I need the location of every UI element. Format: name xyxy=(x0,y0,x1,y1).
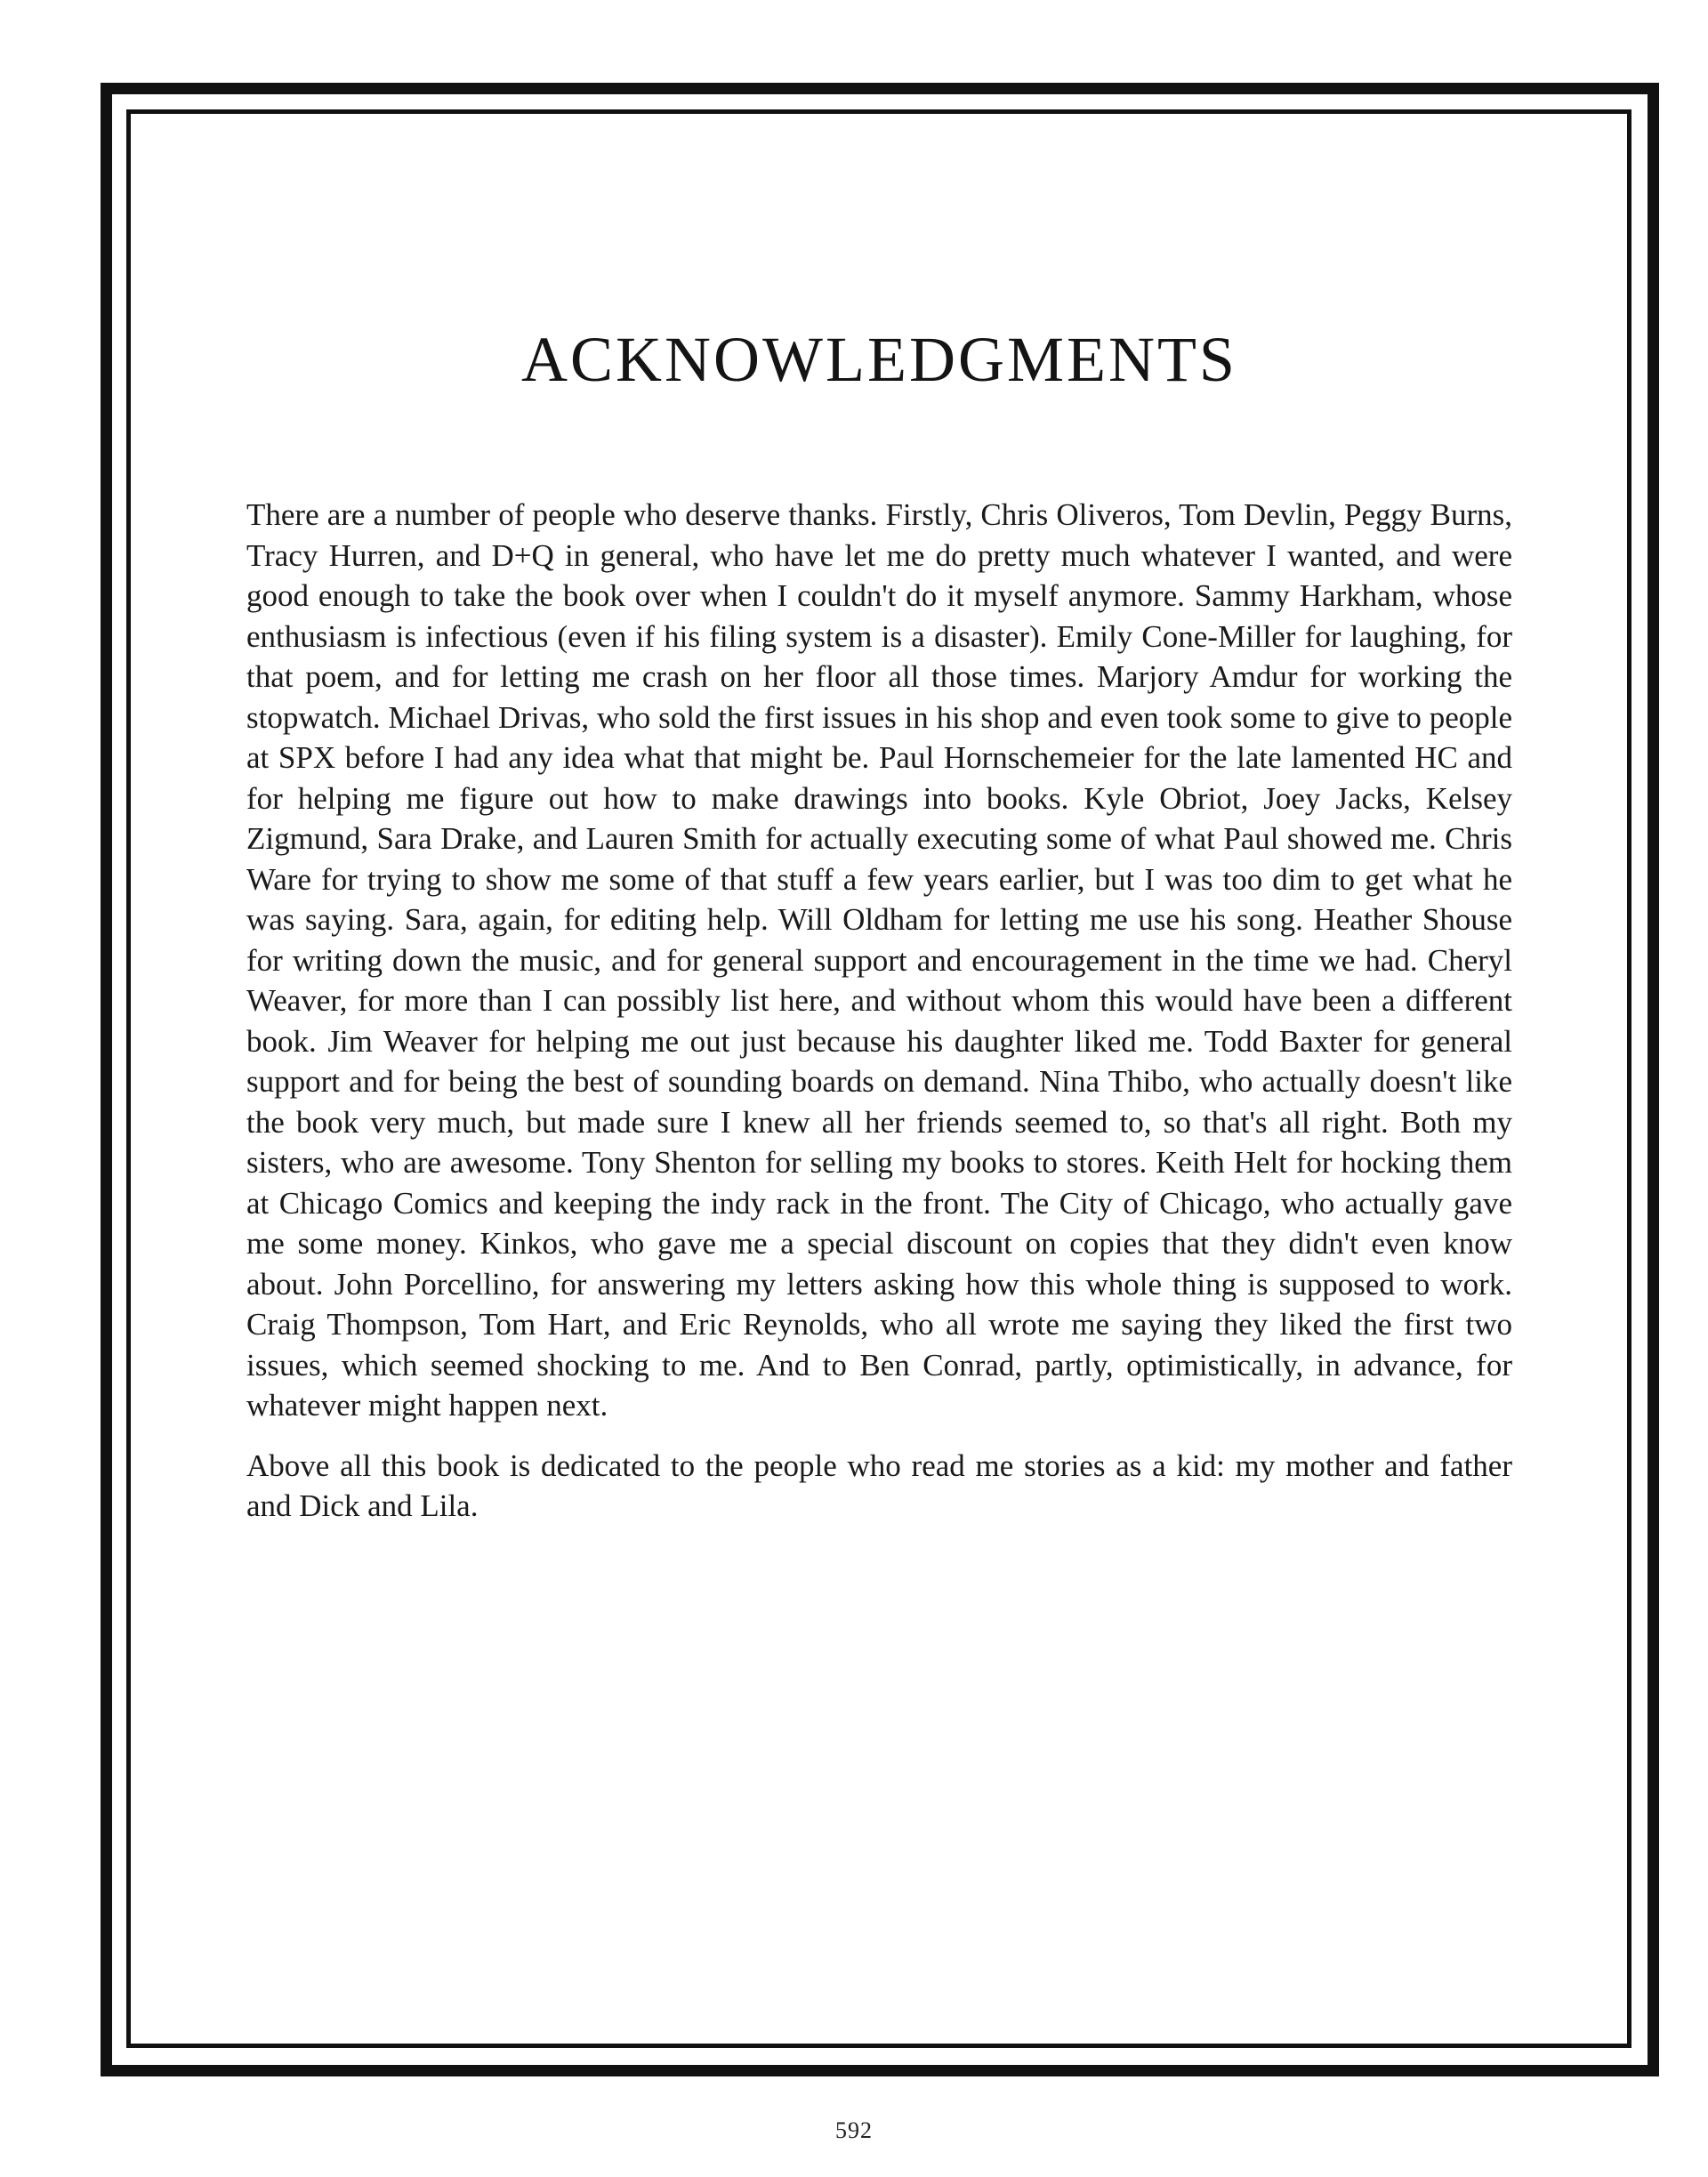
page-number: 592 xyxy=(835,2117,873,2143)
dedication-paragraph: Above all this book is dedicated to the people who read me stories as a kid: my mother and father and Dick and Lila. xyxy=(246,1447,1512,1524)
acknowledgments-paragraph: There are a number of people who deserve thanks. Firstly, Chris Oliveros, Tom Devlin, Peggy Burns, Tracy Hurren, and D+Q in general, who have let me do pretty much whatever I wanted, and were good enough to take the book over when I couldn't do it myself anymore. Sammy Harkham, whose enthusiasm is infectious (even if his filing system is a disaster). Emily Cone-Miller for laughing, for that poem, and for letting me crash on her floor all those times. Marjory Amdur for working the stopwatch. Michael Drivas, who sold the first issues in his shop and even took some to give to people at SPX before I had any idea what that might be. Paul Hornschemeier for the late lamented HC and for helping me figure out how to make drawings into books. Kyle Obriot, Joey Jacks, Kelsey Zigmund, Sara Drake, and Lauren Smith for actually executing some of what Paul showed me. Chris Ware for trying to show me some of that stuff a few years earlier, but I was too dim to get what he was saying. Sara, again, for editing help. Will Oldham for letting me use his song. Heather Shouse for writing down the music, and for general support and encouragement in the time we had. Cheryl Weaver, for more than I can possibly list here, and without whom this would have been a different book. Jim Weaver for helping me out just because his daughter liked me. Todd Baxter for general support and for being the best of sounding boards on demand. Nina Thibo, who actually doesn't like the book very much, but made sure I knew all her friends seemed to, so that's all right. Both my sisters, who are awesome. Tony Shenton for selling my books to stores. Keith Helt for hocking them at Chicago Comics and keeping the indy rack in the front. The City of Chicago, who actually gave me some money. Kinkos, who gave me a special discount on copies that they didn't even know about. John Porcellino, for answering my letters asking how this whole thing is supposed to work. Craig Thompson, Tom Hart, and Eric Reynolds, who all wrote me saying they liked the first two issues, which seemed shocking to me. And to Ben Conrad, partly, optimistically, in advance, for whatever might happen next. xyxy=(246,497,1512,1423)
page-title: ACKNOWLEDGMENTS xyxy=(521,324,1237,395)
acknowledgments-content xyxy=(246,325,1512,1546)
